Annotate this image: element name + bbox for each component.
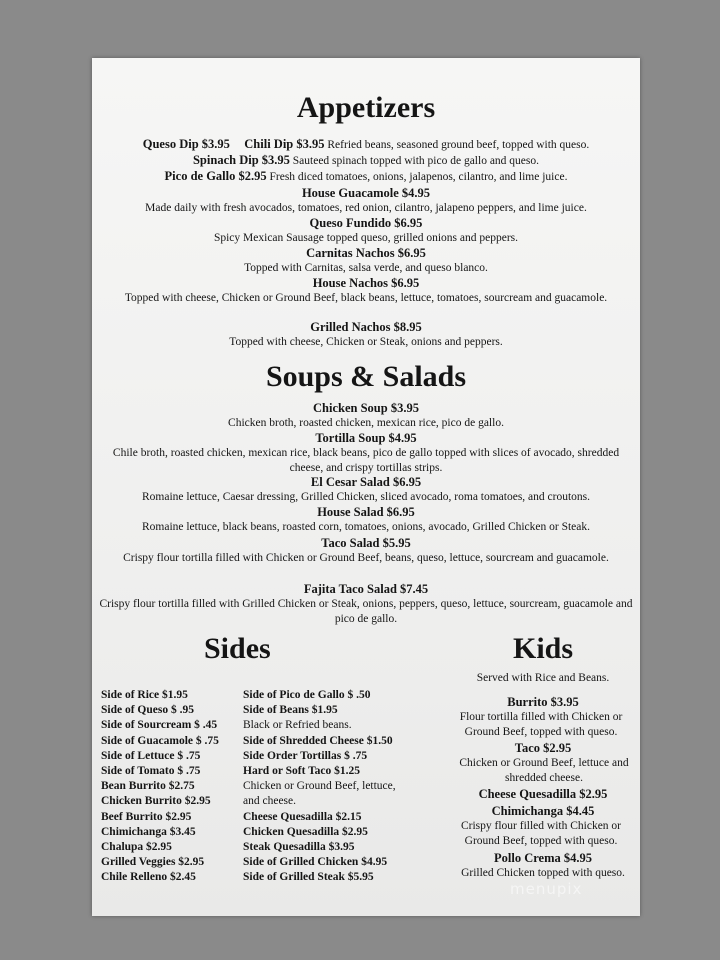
kids-cheese-quesadilla-title: Cheese Quesadilla $2.95	[478, 787, 608, 801]
side-item: Chimichanga $3.45	[101, 825, 196, 838]
side-item: Side of Lettuce $ .75	[101, 749, 201, 762]
side-item: Cheese Quesadilla $2.15	[243, 810, 362, 823]
side-item-note: and cheese.	[243, 795, 296, 808]
chicken-soup-title: Chicken Soup $3.95	[313, 401, 419, 415]
taco-salad-desc: Crispy flour tortilla filled with Chicken or Ground Beef, beans, queso, lettuce, sourcream and guacamole.	[123, 552, 609, 564]
side-item: Grilled Veggies $2.95	[101, 856, 205, 869]
kids-burrito-desc: Flour tortilla filled with Chicken or Ground Beef, topped with queso.	[459, 711, 623, 738]
spinach-dip-title: Spinach Dip $3.95	[192, 153, 290, 167]
side-item-note: Chicken or Ground Beef, lettuce,	[243, 780, 396, 793]
side-item: Bean Burrito $2.75	[101, 780, 195, 793]
chicken-soup-desc: Chicken broth, roasted chicken, mexican rice, pico de gallo.	[228, 417, 504, 429]
side-item: Side of Sourcream $ .45	[101, 719, 218, 732]
kids-chimichanga-desc: Crispy flour filled with Chicken or Ground Beef, topped with queso.	[460, 820, 622, 847]
cesar-salad-title: El Cesar Salad $6.95	[310, 475, 422, 489]
fajita-taco-salad-title: Fajita Taco Salad $7.45	[303, 582, 429, 596]
queso-fundido-desc: Spicy Mexican Sausage topped queso, grilled onions and peppers.	[213, 232, 519, 244]
side-item: Side of Rice $1.95	[101, 689, 188, 701]
side-item: Beef Burrito $2.95	[101, 810, 192, 823]
taco-salad-title: Taco Salad $5.95	[321, 536, 411, 550]
kids-burrito-title: Burrito $3.95	[507, 695, 579, 709]
pico-title: Pico de Gallo $2.95	[164, 169, 267, 183]
spinach-dip-desc: Sauteed spinach topped with pico de gallo and queso.	[292, 155, 539, 167]
tortilla-soup-title: Tortilla Soup $4.95	[315, 431, 417, 445]
side-item: Side of Guacamole $ .75	[101, 734, 219, 747]
sides-column-1	[101, 688, 219, 886]
sides-column-2	[243, 688, 396, 886]
house-salad-desc: Romaine lettuce, black beans, roasted corn, tomatoes, onions, avocado, Grilled Chicken or Steak.	[141, 521, 591, 533]
side-item: Chile Relleno $2.45	[101, 871, 196, 884]
cesar-salad-desc: Romaine lettuce, Caesar dressing, Grilled Chicken, sliced avocado, roma tomatoes, and croutons.	[141, 491, 591, 503]
side-item: Side of Shredded Cheese $1.50	[243, 734, 393, 747]
side-item: Side of Tomato $ .75	[101, 765, 201, 778]
kids-pollo-crema-title: Pollo Crema $4.95	[493, 851, 593, 865]
queso-dip-title: Queso Dip $3.95	[142, 137, 230, 151]
sides-heading: Sides	[204, 632, 271, 665]
side-item: Chicken Quesadilla $2.95	[243, 825, 368, 838]
kids-subtitle: Served with Rice and Beans.	[476, 672, 610, 684]
menu-item-spinach-dip	[92, 153, 640, 169]
side-item: Side of Queso $ .95	[101, 704, 194, 717]
carnitas-nachos-desc: Topped with Carnitas, salsa verde, and queso blanco.	[244, 262, 488, 274]
kids-taco-title: Taco $2.95	[514, 741, 572, 755]
side-item: Hard or Soft Taco $1.25	[243, 765, 361, 778]
carnitas-nachos-title: Carnitas Nachos $6.95	[306, 246, 426, 260]
side-item: Side of Pico de Gallo $ .50	[243, 689, 371, 701]
queso-fundido-title: Queso Fundido $6.95	[309, 216, 423, 230]
side-item: Side of Grilled Steak $5.95	[243, 871, 374, 884]
kids-pollo-crema-desc: Grilled Chicken topped with queso.	[461, 867, 625, 879]
guacamole-desc: Made daily with fresh avocados, tomatoes, red onion, cilantro, jalapeno peppers, and lime juice.	[145, 202, 587, 214]
appetizers-heading: Appetizers	[296, 91, 436, 124]
side-item-note: Black or Refried beans.	[243, 719, 352, 732]
side-item: Side of Beans $1.95	[243, 704, 338, 717]
chili-dip-desc: Refried beans, seasoned ground beef, topped with queso.	[327, 139, 590, 151]
menu-item-queso-chili-dip	[92, 137, 640, 153]
side-item: Side of Grilled Chicken $4.95	[243, 856, 388, 869]
guacamole-title: House Guacamole $4.95	[301, 186, 431, 200]
house-nachos-desc: Topped with cheese, Chicken or Ground Beef, black beans, lettuce, tomatoes, sourcream and guacamole.	[124, 292, 608, 304]
kids-chimichanga-title: Chimichanga $4.45	[491, 804, 595, 818]
side-item: Chalupa $2.95	[101, 841, 172, 854]
kids-taco-desc: Chicken or Ground Beef, lettuce and shredded cheese.	[459, 757, 629, 784]
watermark-logo: menupix	[510, 880, 583, 898]
chili-dip-title: Chili Dip $3.95	[244, 137, 325, 151]
menu-item-pico	[92, 169, 640, 185]
side-item: Chicken Burrito $2.95	[101, 795, 211, 808]
kids-heading: Kids	[512, 632, 574, 665]
side-item: Side Order Tortillas $ .75	[243, 749, 368, 762]
side-item: Steak Quesadilla $3.95	[243, 841, 355, 854]
fajita-taco-salad-desc: Crispy flour tortilla filled with Grilled Chicken or Steak, onions, peppers, queso, lettuce, sourcream, guacamole and pico de gallo.	[99, 598, 633, 625]
grilled-nachos-desc: Topped with cheese, Chicken or Steak, onions and peppers.	[229, 336, 503, 348]
menu-page	[92, 58, 640, 916]
house-salad-title: House Salad $6.95	[317, 505, 415, 519]
soups-salads-heading: Soups & Salads	[265, 360, 467, 393]
tortilla-soup-desc: Chile broth, roasted chicken, mexican rice, black beans, pico de gallo topped with slices of avocado, shredded cheese, and crispy tortillas strips.	[112, 447, 620, 474]
house-nachos-title: House Nachos $6.95	[312, 276, 420, 290]
pico-desc: Fresh diced tomatoes, onions, jalapenos, cilantro, and lime juice.	[269, 171, 568, 183]
grilled-nachos-title: Grilled Nachos $8.95	[310, 320, 422, 334]
